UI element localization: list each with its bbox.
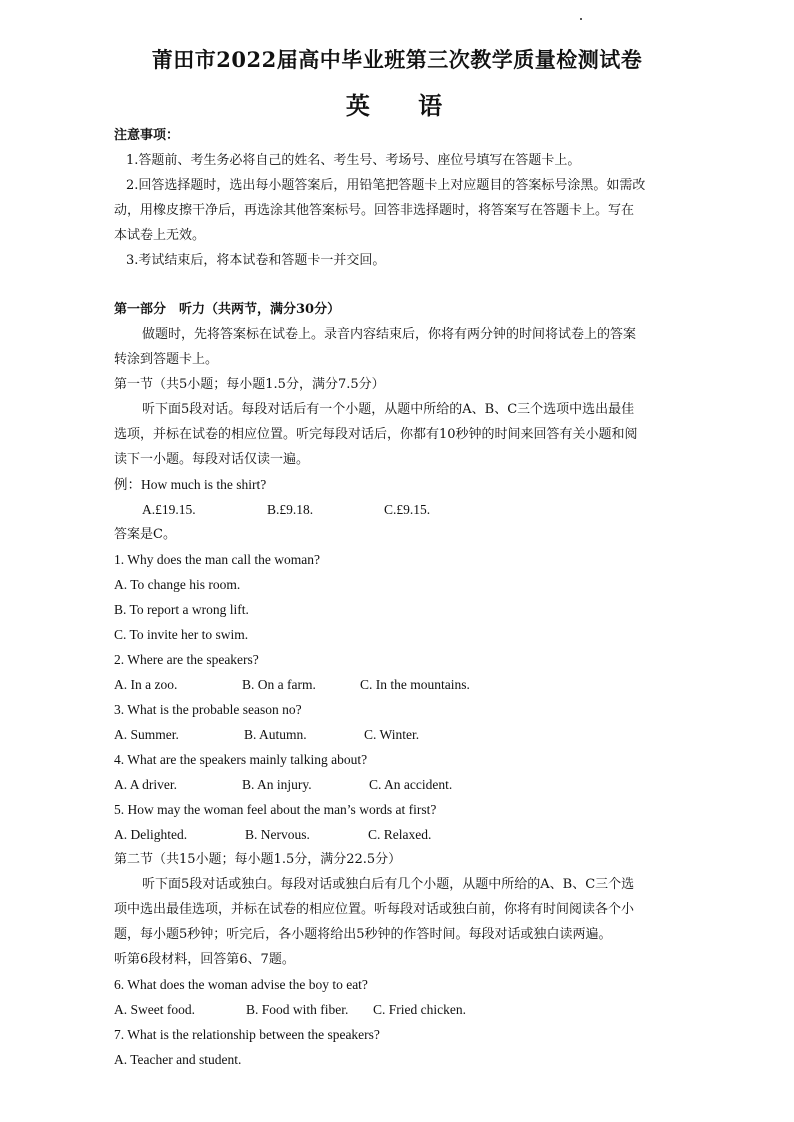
example-option-c: C.£9.15. <box>384 502 431 517</box>
question-6-option-a: A. Sweet food. <box>114 1002 195 1017</box>
question-5-option-c: C. Relaxed. <box>368 827 432 842</box>
example-option-a: A.£19.15. <box>142 502 196 517</box>
question-2-option-b: B. On a farm. <box>242 677 316 692</box>
section2-heading: 第二节（共15小题；每小题1.5分，满分22.5分） <box>114 852 402 867</box>
notice-line-5: 3.考试结束后，将本试卷和答题卡一并交回。 <box>126 253 386 268</box>
notice-line-4: 本试卷上无效。 <box>114 228 206 243</box>
section1-heading: 第一节（共5小题；每小题1.5分，满分7.5分） <box>114 377 385 392</box>
question-2-option-c: C. In the mountains. <box>360 677 470 692</box>
question-1-option-a: A. To change his room. <box>114 577 241 592</box>
question-1-option-c: C. To invite her to swim. <box>114 627 249 642</box>
section1-intro-2: 选项，并标在试卷的相应位置。听完每段对话后，你都有10秒钟的时间来回答有关小题和阅 <box>114 427 638 442</box>
question-5-option-a: A. Delighted. <box>114 827 188 842</box>
question-3-option-c: C. Winter. <box>364 727 420 742</box>
question-1: 1. Why does the man call the woman? <box>114 552 320 567</box>
example-question: 例：How much is the shirt? <box>114 477 267 492</box>
question-4-option-b: B. An injury. <box>242 777 312 792</box>
notice-heading: 注意事项： <box>114 128 180 143</box>
question-3-option-b: B. Autumn. <box>244 727 307 742</box>
question-5: 5. How may the woman feel about the man’s words at first? <box>114 802 437 817</box>
question-7-option-a: A. Teacher and student. <box>114 1052 242 1067</box>
notice-line-3: 动，用橡皮擦干净后，再选涂其他答案标号。回答非选择题时，将答案写在答题卡上。写在 <box>114 203 635 218</box>
question-1-option-b: B. To report a wrong lift. <box>114 602 249 617</box>
scan-dot <box>580 18 582 20</box>
exam-title: 莆田市2022届高中毕业班第三次教学质量检测试卷 <box>151 47 643 72</box>
question-3-option-a: A. Summer. <box>114 727 179 742</box>
notice-line-2: 2.回答选择题时，选出每小题答案后，用铅笔把答题卡上对应题目的答案标号涂黑。如需改 <box>126 178 646 193</box>
example-answer: 答案是C。 <box>114 527 176 542</box>
question-5-option-b: B. Nervous. <box>245 827 310 842</box>
section1-intro-1: 听下面5段对话。每段对话后有一个小题，从题中所给的A、B、C三个选项中选出最佳 <box>142 402 635 417</box>
section2-material: 听第6段材料，回答第6、7题。 <box>114 952 295 967</box>
question-6: 6. What does the woman advise the boy to eat? <box>114 977 368 992</box>
question-4-option-a: A. A driver. <box>114 777 177 792</box>
section2-intro-2: 项中选出最佳选项，并标在试卷的相应位置。听每段对话或独白前，你将有时间阅读各个小 <box>114 902 635 917</box>
question-2: 2. Where are the speakers? <box>114 652 259 667</box>
example-option-b: B.£9.18. <box>267 502 314 517</box>
question-6-option-c: C. Fried chicken. <box>373 1002 466 1017</box>
part1-intro-1: 做题时，先将答案标在试卷上。录音内容结束后，你将有两分钟的时间将试卷上的答案 <box>142 327 637 342</box>
part1-heading: 第一部分 听力（共两节，满分30分） <box>114 302 341 317</box>
notice-line-1: 1.答题前、考生务必将自己的姓名、考生号、考场号、座位号填写在答题卡上。 <box>126 153 581 168</box>
section1-intro-3: 读下一小题。每段对话仅读一遍。 <box>114 452 310 467</box>
section2-intro-1: 听下面5段对话或独白。每段对话或独白后有几个小题，从题中所给的A、B、C三个选 <box>142 877 635 892</box>
question-3: 3. What is the probable season no? <box>114 702 302 717</box>
subject-title: 英 语 <box>345 91 463 120</box>
question-7: 7. What is the relationship between the speakers? <box>114 1027 380 1042</box>
question-4: 4. What are the speakers mainly talking about? <box>114 752 368 767</box>
question-4-option-c: C. An accident. <box>369 777 453 792</box>
question-2-option-a: A. In a zoo. <box>114 677 178 692</box>
part1-intro-2: 转涂到答题卡上。 <box>114 352 219 367</box>
section2-intro-3: 题，每小题5秒钟；听完后，各小题将给出5秒钟的作答时间。每段对话或独白读两遍。 <box>114 927 612 942</box>
question-6-option-b: B. Food with fiber. <box>246 1002 349 1017</box>
